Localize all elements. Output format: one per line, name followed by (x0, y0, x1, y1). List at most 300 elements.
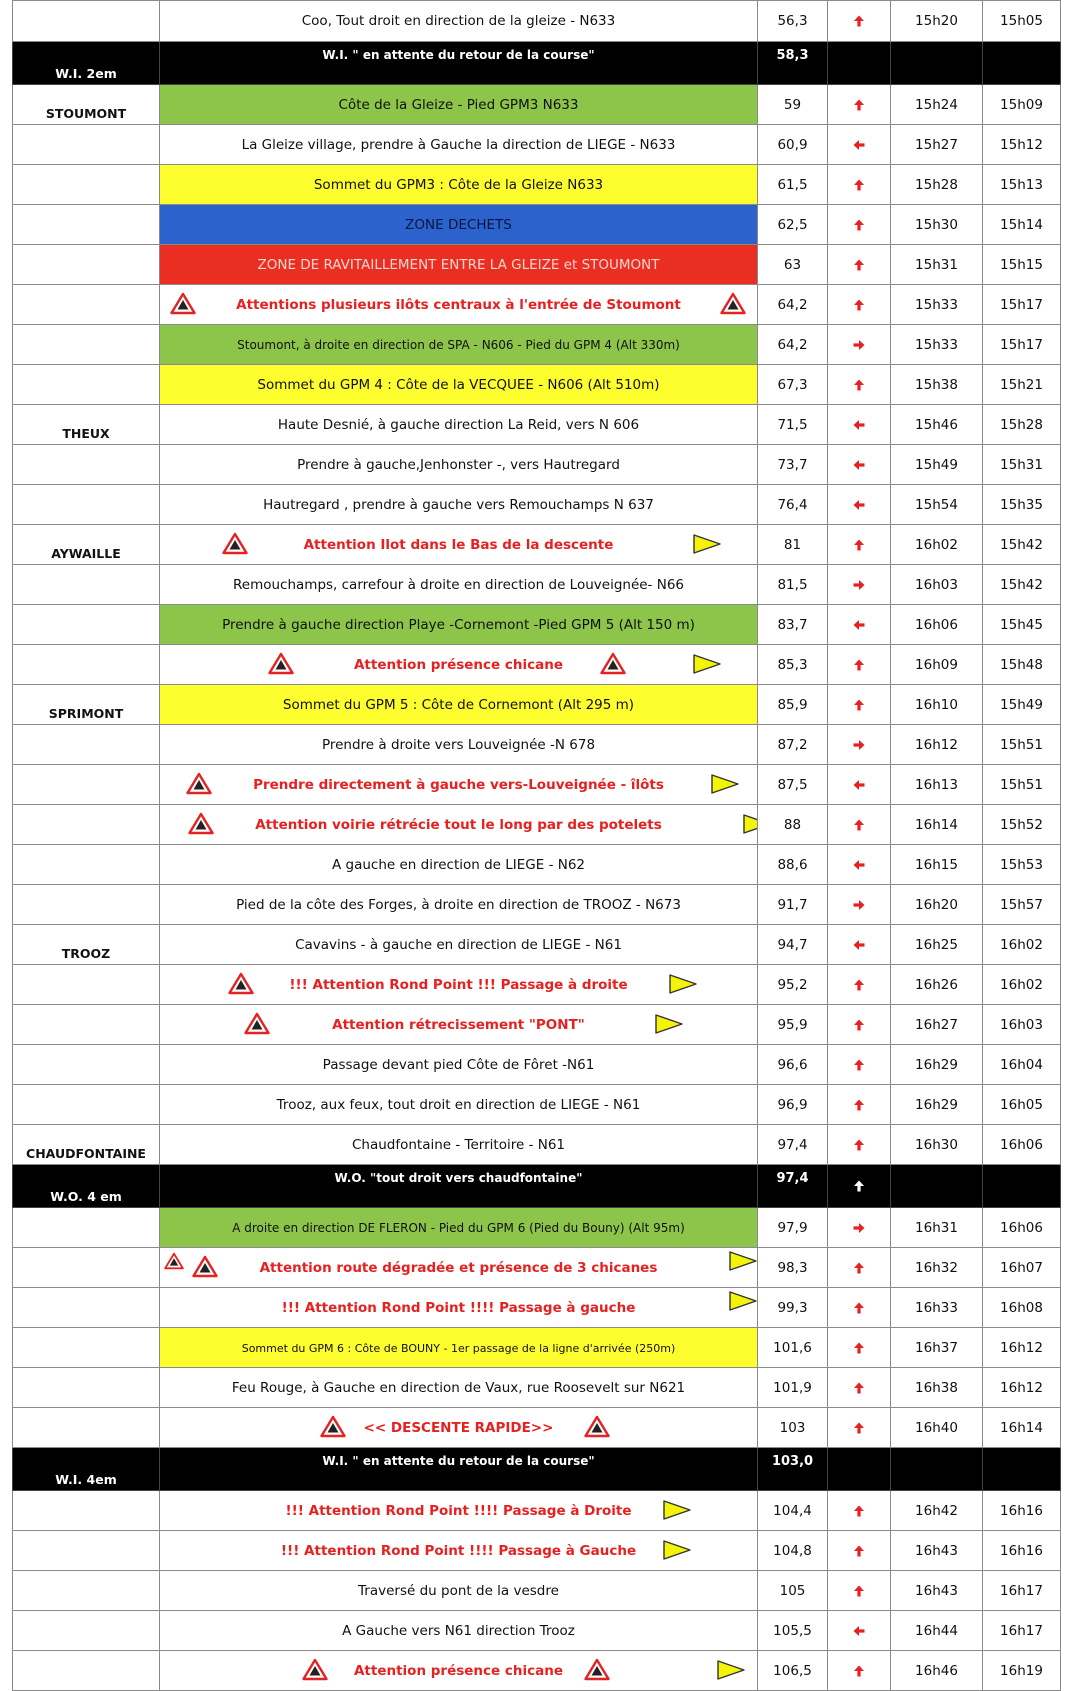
instruction-cell (160, 1125, 758, 1165)
time-fast-cell: 16h13 (891, 765, 983, 805)
arrow-up-icon (853, 1302, 865, 1314)
instruction-cell (160, 325, 758, 365)
direction-cell (828, 805, 891, 845)
km-cell: 97,9 (758, 1208, 828, 1248)
time-slow-cell: 16h17 (983, 1611, 1061, 1651)
route-row (13, 1208, 1061, 1248)
instruction-cell (160, 205, 758, 245)
instruction-text: ZONE DECHETS (405, 216, 512, 233)
instruction-text: Traversé du pont de la vesdre (358, 1582, 559, 1599)
town-cell (13, 805, 160, 845)
direction-cell (828, 1491, 891, 1531)
instruction-text: Cavavins - à gauche en direction de LIEGE - N61 (295, 936, 622, 953)
time-fast-cell: 15h38 (891, 365, 983, 405)
instruction-text: Prendre à droite vers Louveignée -N 678 (321, 736, 596, 753)
instruction-cell (160, 485, 758, 525)
instruction-cell (160, 1408, 758, 1448)
arrow-up-icon (853, 1180, 865, 1192)
instruction-cell (160, 85, 758, 125)
town-cell (13, 965, 160, 1005)
km-cell: 71,5 (758, 405, 828, 445)
time-fast-cell: 16h40 (891, 1408, 983, 1448)
yellow-pointer-icon (662, 1539, 692, 1561)
arrow-up-icon (853, 99, 865, 111)
town-cell (13, 645, 160, 685)
town-cell (13, 245, 160, 285)
arrow-up-icon (853, 259, 865, 271)
instruction-cell (160, 965, 758, 1005)
warning-triangle-icon (320, 1415, 346, 1438)
instruction-text: Prendre à gauche direction Playe -Cornemont -Pied GPM 5 (Alt 150 m) (222, 616, 695, 633)
direction-cell (828, 685, 891, 725)
route-row (13, 1611, 1061, 1651)
warning-triangle-icon (170, 292, 196, 315)
town-cell (13, 605, 160, 645)
instruction-text: Passage devant pied Côte de Fôret -N61 (322, 1056, 595, 1073)
instruction-cell (160, 1611, 758, 1651)
arrow-right-icon (853, 899, 865, 911)
instruction-cell (160, 725, 758, 765)
time-fast-cell: 16h09 (891, 645, 983, 685)
route-row (13, 1085, 1061, 1125)
instruction-cell (160, 1085, 758, 1125)
direction-cell (828, 605, 891, 645)
km-cell: 64,2 (758, 325, 828, 365)
route-row (13, 765, 1061, 805)
instruction-cell (160, 645, 758, 685)
warning-text: Attention voirie rétrécie tout le long par des potelets (255, 816, 662, 833)
route-row (13, 1288, 1061, 1328)
time-slow-cell: 15h21 (983, 365, 1061, 405)
route-row (13, 245, 1061, 285)
time-fast-cell: 16h43 (891, 1571, 983, 1611)
time-fast-cell: 16h26 (891, 965, 983, 1005)
arrow-up-icon (853, 699, 865, 711)
direction-cell (828, 165, 891, 205)
time-slow-cell: 15h51 (983, 765, 1061, 805)
town-cell: AYWAILLE (13, 525, 160, 565)
time-slow-cell: 16h14 (983, 1408, 1061, 1448)
section-header-row (13, 42, 1061, 85)
time-slow-cell: 15h14 (983, 205, 1061, 245)
town-cell (13, 1611, 160, 1651)
instruction-text: Feu Rouge, à Gauche en direction de Vaux, rue Roosevelt sur N621 (231, 1379, 686, 1396)
time-fast-cell: 16h29 (891, 1045, 983, 1085)
time-fast-cell: 15h30 (891, 205, 983, 245)
km-cell: 97,4 (758, 1125, 828, 1165)
yellow-pointer-icon (692, 533, 722, 555)
time-fast-cell: 16h43 (891, 1531, 983, 1571)
direction-cell (828, 1571, 891, 1611)
direction-cell (828, 925, 891, 965)
time-fast-cell: 15h33 (891, 325, 983, 365)
warning-triangle-icon (186, 772, 212, 795)
route-row (13, 605, 1061, 645)
direction-cell (828, 405, 891, 445)
time-slow-cell: 15h17 (983, 325, 1061, 365)
time-fast-cell: 16h10 (891, 685, 983, 725)
time-slow-cell (983, 1448, 1061, 1491)
town-cell: W.O. 4 em (13, 1165, 160, 1208)
time-fast-cell: 15h49 (891, 445, 983, 485)
route-row (13, 85, 1061, 125)
instruction-text: Sommet du GPM 4 : Côte de la VECQUEE - N606 (Alt 510m) (257, 376, 660, 393)
instruction-text: Trooz, aux feux, tout droit en direction de LIEGE - N61 (276, 1096, 641, 1113)
route-row (13, 925, 1061, 965)
time-fast-cell: 16h32 (891, 1248, 983, 1288)
route-row (13, 965, 1061, 1005)
warning-text: !!! Attention Rond Point !!! Passage à droite (289, 976, 628, 993)
instruction-cell (160, 1491, 758, 1531)
direction-cell (828, 1328, 891, 1368)
route-row (13, 1328, 1061, 1368)
time-fast-cell: 16h33 (891, 1288, 983, 1328)
instruction-cell (160, 1651, 758, 1691)
arrow-up-icon (853, 1505, 865, 1517)
time-fast-cell: 15h28 (891, 165, 983, 205)
route-row (13, 885, 1061, 925)
warning-triangle-icon (302, 1658, 328, 1681)
yellow-pointer-icon (668, 973, 698, 995)
yellow-pointer-icon (728, 1250, 758, 1272)
time-fast-cell: 15h33 (891, 285, 983, 325)
town-cell (13, 1085, 160, 1125)
km-cell: 103 (758, 1408, 828, 1448)
direction-cell (828, 485, 891, 525)
time-slow-cell: 16h08 (983, 1288, 1061, 1328)
warning-triangle-icon (192, 1255, 218, 1278)
time-slow-cell: 16h12 (983, 1368, 1061, 1408)
time-slow-cell: 16h16 (983, 1531, 1061, 1571)
km-cell: 64,2 (758, 285, 828, 325)
warning-text: << DESCENTE RAPIDE>> (363, 1419, 554, 1436)
time-fast-cell: 16h44 (891, 1611, 983, 1651)
time-slow-cell: 15h42 (983, 525, 1061, 565)
km-cell: 88 (758, 805, 828, 845)
arrow-left-icon (853, 499, 865, 511)
route-row (13, 1005, 1061, 1045)
direction-cell (828, 85, 891, 125)
instruction-text: ZONE DE RAVITAILLEMENT ENTRE LA GLEIZE et STOUMONT (257, 256, 660, 273)
town-cell (13, 1368, 160, 1408)
instruction-cell (160, 245, 758, 285)
town-cell (13, 1005, 160, 1045)
direction-cell (828, 1005, 891, 1045)
town-cell (13, 1531, 160, 1571)
arrow-up-icon (853, 1422, 865, 1434)
arrow-up-icon (853, 219, 865, 231)
route-row (13, 125, 1061, 165)
km-cell: 103,0 (758, 1448, 828, 1491)
time-slow-cell: 15h57 (983, 885, 1061, 925)
route-row (13, 165, 1061, 205)
yellow-pointer-icon (742, 813, 758, 835)
warning-text: Attention Ilot dans le Bas de la descente (303, 536, 614, 553)
route-row (13, 365, 1061, 405)
town-cell (13, 205, 160, 245)
instruction-cell (160, 365, 758, 405)
instruction-cell (160, 845, 758, 885)
time-fast-cell: 16h02 (891, 525, 983, 565)
town-cell (13, 1328, 160, 1368)
town-cell (13, 125, 160, 165)
direction-cell (828, 645, 891, 685)
town-cell (13, 885, 160, 925)
arrow-up-icon (853, 299, 865, 311)
arrow-left-icon (853, 859, 865, 871)
warning-triangle-icon (584, 1415, 610, 1438)
direction-cell (828, 1288, 891, 1328)
direction-cell (828, 1368, 891, 1408)
instruction-cell (160, 1248, 758, 1288)
km-cell: 87,2 (758, 725, 828, 765)
route-row (13, 1571, 1061, 1611)
warning-triangle-icon (720, 292, 746, 315)
instruction-cell (160, 1208, 758, 1248)
time-fast-cell: 16h15 (891, 845, 983, 885)
time-slow-cell: 16h04 (983, 1045, 1061, 1085)
arrow-left-icon (853, 779, 865, 791)
town-cell (13, 1045, 160, 1085)
route-row (13, 1, 1061, 42)
time-slow-cell (983, 42, 1061, 85)
direction-cell (828, 1045, 891, 1085)
time-slow-cell: 15h48 (983, 645, 1061, 685)
town-cell (13, 1288, 160, 1328)
km-cell: 98,3 (758, 1248, 828, 1288)
arrow-up-icon (853, 659, 865, 671)
instruction-text: Chaudfontaine - Territoire - N61 (351, 1136, 566, 1153)
warning-text: Attentions plusieurs ilôts centraux à l'entrée de Stoumont (236, 296, 681, 313)
instruction-text: Coo, Tout droit en direction de la gleize - N633 (301, 13, 616, 29)
town-cell (13, 765, 160, 805)
warning-text: Attention présence chicane (353, 656, 564, 673)
instruction-text: La Gleize village, prendre à Gauche la direction de LIEGE - N633 (241, 136, 676, 153)
instruction-text: Côte de la Gleize - Pied GPM3 N633 (338, 96, 579, 113)
time-fast-cell (891, 1448, 983, 1491)
arrow-up-icon (853, 15, 865, 27)
warning-triangle-icon (600, 652, 626, 675)
route-row (13, 1368, 1061, 1408)
town-cell: W.I. 4em (13, 1448, 160, 1491)
km-cell: 91,7 (758, 885, 828, 925)
route-row (13, 805, 1061, 845)
instruction-text: A droite en direction DE FLERON - Pied du GPM 6 (Pied du Bouny) (Alt 95m) (232, 1220, 685, 1235)
arrow-up-icon (853, 1545, 865, 1557)
town-cell: THEUX (13, 405, 160, 445)
instruction-cell (160, 405, 758, 445)
instruction-cell (160, 1531, 758, 1571)
time-slow-cell: 16h02 (983, 925, 1061, 965)
town-cell (13, 1491, 160, 1531)
yellow-pointer-icon (692, 653, 722, 675)
arrow-left-icon (853, 619, 865, 631)
direction-cell (828, 445, 891, 485)
km-cell: 61,5 (758, 165, 828, 205)
km-cell: 67,3 (758, 365, 828, 405)
time-slow-cell: 15h13 (983, 165, 1061, 205)
direction-cell (828, 205, 891, 245)
arrow-up-icon (853, 1342, 865, 1354)
town-cell (13, 1571, 160, 1611)
instruction-cell (160, 805, 758, 845)
time-slow-cell: 16h16 (983, 1491, 1061, 1531)
time-fast-cell (891, 42, 983, 85)
time-slow-cell: 15h51 (983, 725, 1061, 765)
route-row (13, 725, 1061, 765)
itinerary-table (12, 0, 1061, 1691)
warning-triangle-icon (222, 532, 248, 555)
instruction-cell (160, 1005, 758, 1045)
arrow-up-icon (853, 1099, 865, 1111)
arrow-up-icon (853, 1262, 865, 1274)
direction-cell (828, 1, 891, 42)
arrow-right-icon (853, 339, 865, 351)
route-row (13, 325, 1061, 365)
direction-cell (828, 1165, 891, 1208)
time-slow-cell: 16h17 (983, 1571, 1061, 1611)
town-cell: TROOZ (13, 925, 160, 965)
instruction-cell (160, 925, 758, 965)
time-fast-cell: 16h37 (891, 1328, 983, 1368)
direction-cell (828, 365, 891, 405)
km-cell: 106,5 (758, 1651, 828, 1691)
arrow-up-icon (853, 379, 865, 391)
route-row (13, 1651, 1061, 1691)
direction-cell (828, 525, 891, 565)
warning-text: !!! Attention Rond Point !!!! Passage à gauche (281, 1299, 636, 1316)
km-cell: 83,7 (758, 605, 828, 645)
warning-triangle-icon (244, 1012, 270, 1035)
km-cell: 99,3 (758, 1288, 828, 1328)
instruction-text: Prendre à gauche,Jenhonster -, vers Hautregard (297, 456, 620, 473)
direction-cell (828, 845, 891, 885)
instruction-cell (160, 1, 758, 42)
instruction-cell (160, 445, 758, 485)
route-row (13, 405, 1061, 445)
instruction-cell (160, 1288, 758, 1328)
instruction-text: Sommet du GPM3 : Côte de la Gleize N633 (313, 176, 604, 193)
km-cell: 104,4 (758, 1491, 828, 1531)
route-row (13, 565, 1061, 605)
arrow-up-icon (853, 1059, 865, 1071)
km-cell: 95,2 (758, 965, 828, 1005)
km-cell: 94,7 (758, 925, 828, 965)
route-row (13, 685, 1061, 725)
warning-triangle-icon (164, 1252, 184, 1270)
town-cell (13, 325, 160, 365)
yellow-pointer-icon (654, 1013, 684, 1035)
km-cell: 76,4 (758, 485, 828, 525)
time-fast-cell: 16h46 (891, 1651, 983, 1691)
time-fast-cell: 15h20 (891, 1, 983, 42)
section-header-row (13, 1165, 1061, 1208)
direction-cell (828, 1085, 891, 1125)
town-cell (13, 1408, 160, 1448)
km-cell: 58,3 (758, 42, 828, 85)
arrow-left-icon (853, 1625, 865, 1637)
km-cell: 60,9 (758, 125, 828, 165)
town-cell (13, 1, 160, 42)
direction-cell (828, 245, 891, 285)
warning-text: Prendre directement à gauche vers-Louveignée - îlôts (253, 776, 664, 793)
time-slow-cell: 16h03 (983, 1005, 1061, 1045)
arrow-left-icon (853, 459, 865, 471)
km-cell: 85,9 (758, 685, 828, 725)
instruction-text: Hautregard , prendre à gauche vers Remouchamps N 637 (263, 496, 654, 513)
time-slow-cell: 15h45 (983, 605, 1061, 645)
time-slow-cell: 15h31 (983, 445, 1061, 485)
town-cell (13, 845, 160, 885)
route-row (13, 845, 1061, 885)
direction-cell (828, 765, 891, 805)
warning-text: !!! Attention Rond Point !!!! Passage à Gauche (280, 1542, 637, 1559)
arrow-left-icon (853, 939, 865, 951)
instruction-cell (160, 1045, 758, 1085)
time-fast-cell: 16h29 (891, 1085, 983, 1125)
instruction-cell (160, 42, 758, 85)
yellow-pointer-icon (662, 1499, 692, 1521)
direction-cell (828, 1448, 891, 1491)
time-slow-cell: 15h05 (983, 1, 1061, 42)
town-cell (13, 725, 160, 765)
arrow-up-icon (853, 819, 865, 831)
town-cell (13, 1248, 160, 1288)
instruction-text: W.I. " en attente du retour de la course" (322, 48, 595, 62)
warning-triangle-icon (584, 1658, 610, 1681)
arrow-up-icon (853, 1019, 865, 1031)
arrow-up-icon (853, 1382, 865, 1394)
town-cell: W.I. 2em (13, 42, 160, 85)
km-cell: 56,3 (758, 1, 828, 42)
km-cell: 95,9 (758, 1005, 828, 1045)
direction-cell (828, 565, 891, 605)
km-cell: 62,5 (758, 205, 828, 245)
arrow-right-icon (853, 739, 865, 751)
time-fast-cell: 16h31 (891, 1208, 983, 1248)
instruction-cell (160, 685, 758, 725)
time-fast-cell: 16h42 (891, 1491, 983, 1531)
time-fast-cell: 16h25 (891, 925, 983, 965)
time-slow-cell: 16h06 (983, 1125, 1061, 1165)
time-slow-cell: 15h12 (983, 125, 1061, 165)
arrow-up-icon (853, 1665, 865, 1677)
time-fast-cell: 16h30 (891, 1125, 983, 1165)
km-cell: 81 (758, 525, 828, 565)
route-row (13, 1125, 1061, 1165)
instruction-text: Sommet du GPM 6 : Côte de BOUNY - 1er passage de la ligne d'arrivée (250m) (241, 1341, 676, 1355)
instruction-cell (160, 125, 758, 165)
km-cell: 87,5 (758, 765, 828, 805)
direction-cell (828, 285, 891, 325)
town-cell (13, 165, 160, 205)
direction-cell (828, 1248, 891, 1288)
route-row (13, 1408, 1061, 1448)
time-fast-cell: 16h14 (891, 805, 983, 845)
time-slow-cell: 15h35 (983, 485, 1061, 525)
km-cell: 97,4 (758, 1165, 828, 1208)
instruction-cell (160, 1571, 758, 1611)
yellow-pointer-icon (716, 1659, 746, 1681)
direction-cell (828, 1208, 891, 1248)
time-slow-cell: 15h52 (983, 805, 1061, 845)
direction-cell (828, 1408, 891, 1448)
warning-triangle-icon (188, 812, 214, 835)
km-cell: 81,5 (758, 565, 828, 605)
direction-cell (828, 1611, 891, 1651)
warning-text: Attention rétrecissement "PONT" (332, 1016, 585, 1033)
instruction-cell (160, 1448, 758, 1491)
